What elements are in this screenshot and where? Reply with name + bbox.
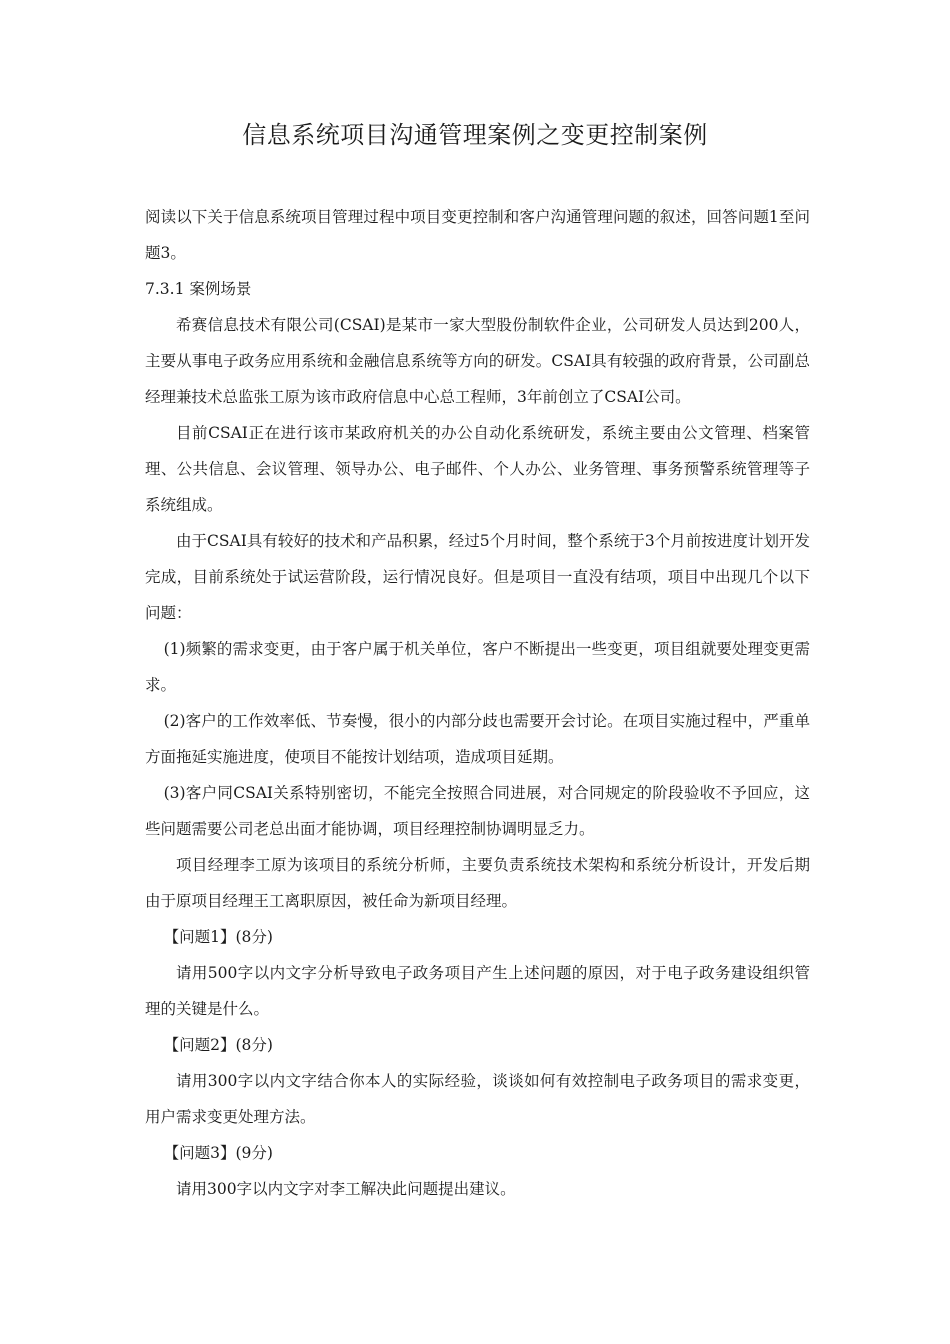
question-1-label: 【问题1】(8分) <box>163 928 273 946</box>
question-1-text: 请用500字以内文字分析导致电子政务项目产生上述问题的原因，对于电子政务建设组织管理的关键是什么。 <box>145 964 810 1018</box>
intro-paragraph: 阅读以下关于信息系统项目管理过程中项目变更控制和客户沟通管理问题的叙述，回答问题1至问题3。 <box>145 208 810 262</box>
question-2-text: 请用300字以内文字结合你本人的实际经验，谈谈如何有效控制电子政务项目的需求变更，用户需求变更处理方法。 <box>145 1072 810 1126</box>
closing-paragraph: 项目经理李工原为该项目的系统分析师，主要负责系统技术架构和系统分析设计，开发后期由于原项目经理王工离职原因，被任命为新项目经理。 <box>145 856 810 910</box>
question-2-label: 【问题2】(8分) <box>163 1036 273 1054</box>
scenario-paragraph-1: 希赛信息技术有限公司(CSAI)是某市一家大型股份制软件企业，公司研发人员达到200人，主要从事电子政务应用系统和金融信息系统等方向的研发。CSAI具有较强的政府背景，公司副总经理兼技术总监张工原为该市政府信息中心总工程师，3年前创立了CSAI公司。 <box>145 316 810 406</box>
section-heading: 7.3.1 案例场景 <box>145 280 252 298</box>
document-body <box>145 199 810 1207</box>
question-3-label: 【问题3】(9分) <box>163 1144 273 1162</box>
question-3-text: 请用300字以内文字对李工解决此问题提出建议。 <box>176 1180 516 1198</box>
document-title: 信息系统项目沟通管理案例之变更控制案例 <box>242 121 708 149</box>
scenario-paragraph-3: 由于CSAI具有较好的技术和产品积累，经过5个月时间，整个系统于3个月前按进度计划开发完成，目前系统处于试运营阶段，运行情况良好。但是项目一直没有结项，项目中出现几个以下问题： <box>145 532 810 622</box>
problem-item-2: (2)客户的工作效率低、节奏慢，很小的内部分歧也需要开会讨论。在项目实施过程中，严重单方面拖延实施进度，使项目不能按计划结项，造成项目延期。 <box>145 712 810 766</box>
scenario-paragraph-2: 目前CSAI正在进行该市某政府机关的办公自动化系统研发，系统主要由公文管理、档案管理、公共信息、会议管理、领导办公、电子邮件、个人办公、业务管理、事务预警系统管理等子系统组成。 <box>145 424 810 514</box>
problem-item-3: (3)客户同CSAI关系特别密切，不能完全按照合同进展，对合同规定的阶段验收不予回应，这些问题需要公司老总出面才能协调，项目经理控制协调明显乏力。 <box>145 784 810 838</box>
problem-item-1: (1)频繁的需求变更，由于客户属于机关单位，客户不断提出一些变更，项目组就要处理变更需求。 <box>145 640 810 694</box>
